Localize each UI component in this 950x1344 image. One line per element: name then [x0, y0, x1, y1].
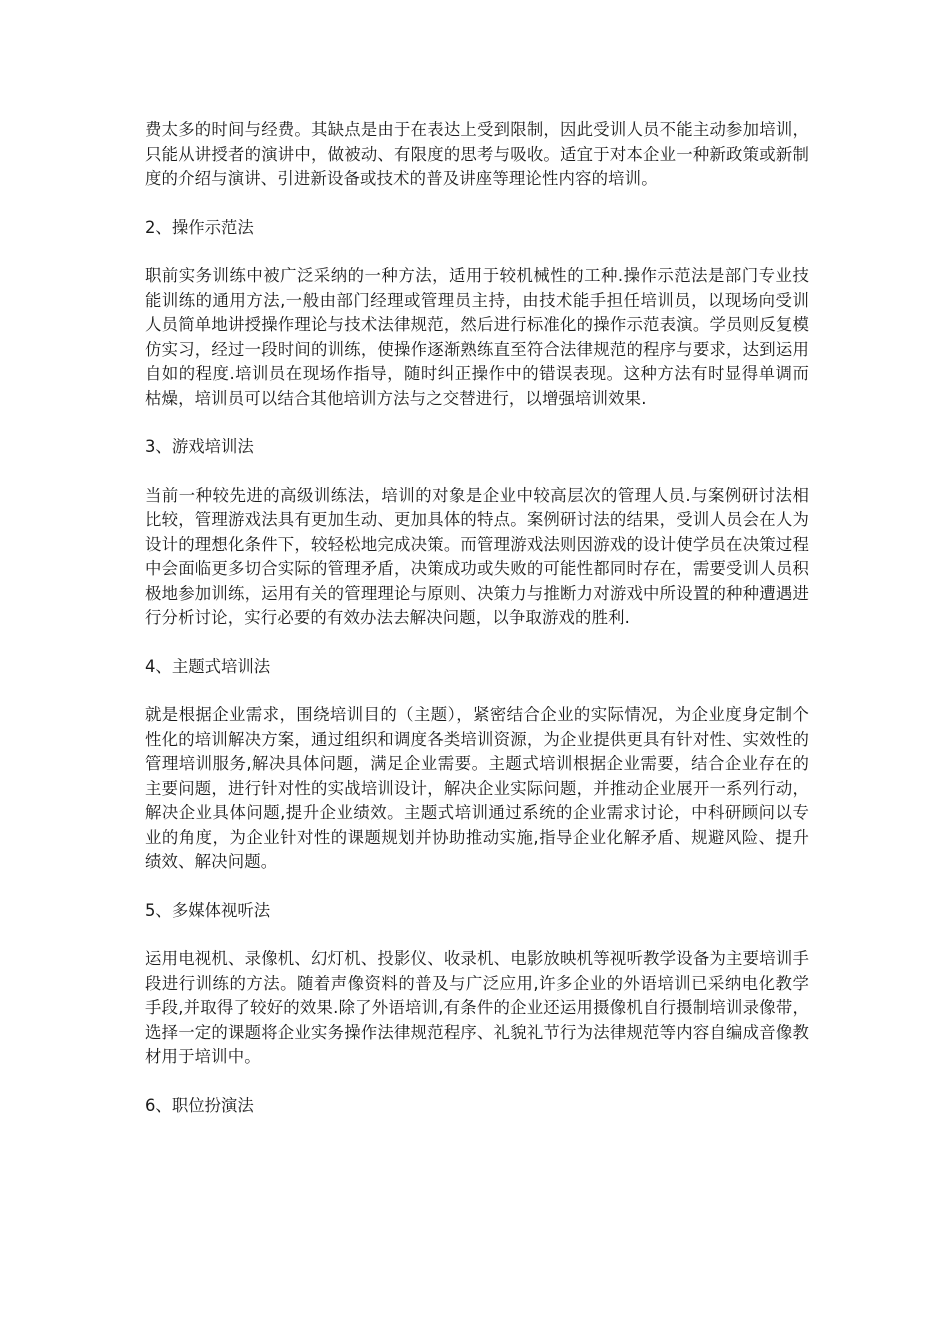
- paragraph-lecture-method-end: 费太多的时间与经费。其缺点是由于在表达上受到限制，因此受训人员不能主动参加培训，只能从讲授者的演讲中，做被动、有限度的思考与吸收。适宜于对本企业一种新政策或新制度的介绍与演讲、引进新设备或技术的普及讲座等理论性内容的培训。: [145, 120, 809, 188]
- document-page: [145, 118, 809, 1118]
- paragraph-demonstration-method: 职前实务训练中被广泛采纳的一种方法，适用于较机械性的工种.操作示范法是部门专业技能训练的通用方法,一般由部门经理或管理员主持，由技术能手担任培训员，以现场向受训人员简单地讲授操作理论与技术法律规范，然后进行标准化的操作示范表演。学员则反复模仿实习，经过一段时间的训练，使操作逐渐熟练直至符合法律规范的程序与要求，达到运用自如的程度.培训员在现场作指导，随时纠正操作中的错误表现。这种方法有时显得单调而枯燥，培训员可以结合其他培训方法与之交替进行，以增强培训效果.: [145, 266, 809, 408]
- heading-game-training-method: 3、游戏培训法: [145, 437, 254, 456]
- paragraph-theme-training-method: 就是根据企业需求，围绕培训目的（主题），紧密结合企业的实际情况，为企业度身定制个性化的培训解决方案，通过组织和调度各类培训资源，为企业提供更具有针对性、实效性的管理培训服务,解决具体问题，满足企业需要。主题式培训根据企业需要，结合企业存在的主要问题，进行针对性的实战培训设计，解决企业实际问题，并推动企业展开一系列行动，解决企业具体问题,提升企业绩效。主题式培训通过系统的企业需求讨论，中科研顾问以专业的角度，为企业针对性的课题规划并协助推动实施,指导企业化解矛盾、规避风险、提升绩效、解决问题。: [145, 705, 809, 871]
- heading-demonstration-method: 2、操作示范法: [145, 217, 254, 237]
- heading-multimedia-method: 5、多媒体视听法: [145, 900, 271, 920]
- heading-role-play-method: 6、职位扮演法: [145, 1095, 254, 1115]
- paragraph-game-training-method: 当前一种较先进的高级训练法，培训的对象是企业中较高层次的管理人员.与案例研讨法相比较，管理游戏法具有更加生动、更加具体的特点。案例研讨法的结果，受训人员会在人为设计的理想化条件下，较轻松地完成决策。而管理游戏法则因游戏的设计使学员在决策过程中会面临更多切合实际的管理矛盾，决策成功或失败的可能性都同时存在，需要受训人员积极地参加训练，运用有关的管理理论与原则、决策力与推断力对游戏中所设置的种种遭遇进行分析讨论，实行必要的有效办法去解决问题，以争取游戏的胜利.: [145, 485, 809, 627]
- paragraph-multimedia-method: 运用电视机、录像机、幻灯机、投影仪、收录机、电影放映机等视听教学设备为主要培训手段进行训练的方法。随着声像资料的普及与广泛应用,许多企业的外语培训已采纳电化教学手段,并取得了较好的效果.除了外语培训,有条件的企业还运用摄像机自行摄制培训录像带，选择一定的课题将企业实务操作法律规范程序、礼貌礼节行为法律规范等内容自编成音像教材用于培训中。: [145, 949, 809, 1066]
- heading-theme-training-method: 4、主题式培训法: [145, 656, 271, 676]
